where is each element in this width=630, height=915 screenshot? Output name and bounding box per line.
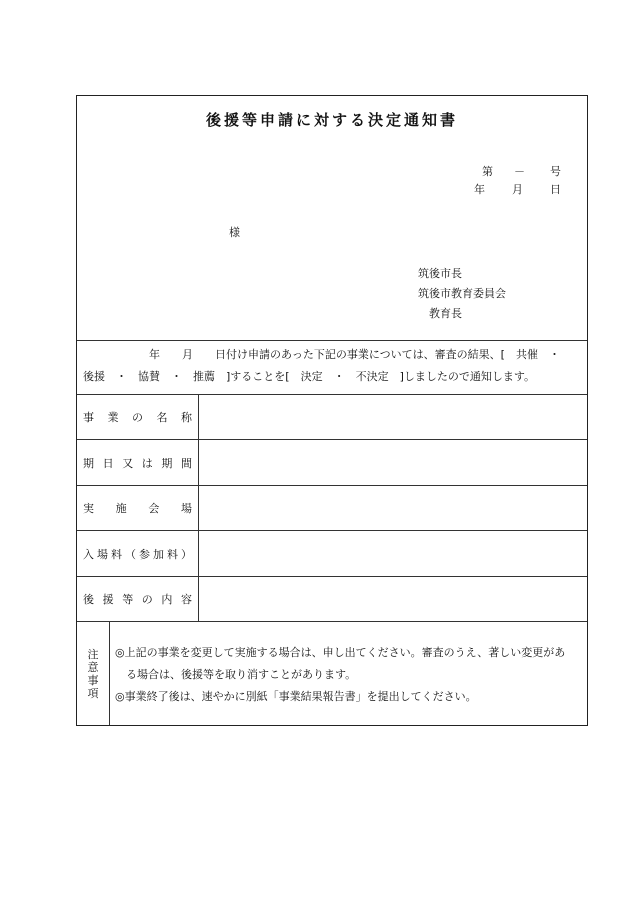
row-event-period bbox=[77, 440, 587, 486]
event-name-field[interactable] bbox=[199, 395, 587, 439]
notes-section bbox=[77, 622, 587, 725]
doc-date-month: 月 bbox=[512, 183, 523, 196]
issuer-superintendent: 教育長 bbox=[429, 307, 462, 320]
notice-line-1: 年 月 日付け申請のあった下記の事業については、審査の結果、[ 共催 ・ bbox=[83, 348, 560, 361]
form-header bbox=[77, 96, 587, 341]
row-label: 実 施 会 場 bbox=[77, 486, 199, 530]
row-admission-fee bbox=[77, 531, 587, 577]
row-venue bbox=[77, 486, 587, 531]
row-label: 入 場 料 （ 参 加 料 ） bbox=[77, 531, 199, 576]
doc-date-day: 日 bbox=[550, 183, 561, 196]
row-event-name bbox=[77, 395, 587, 440]
doc-number-dash: － bbox=[514, 165, 525, 178]
document-title: 後援等申請に対する決定通知書 bbox=[205, 111, 458, 129]
document-date bbox=[474, 181, 561, 199]
event-period-field[interactable] bbox=[199, 440, 587, 485]
doc-number-dai: 第 bbox=[482, 165, 493, 178]
notes-side-label: 注 意 事 項 bbox=[77, 622, 110, 725]
venue-field[interactable] bbox=[199, 486, 587, 530]
row-label: 事 業 の 名 称 bbox=[77, 395, 199, 439]
document-number-block bbox=[474, 163, 561, 199]
recipient-suffix: 様 bbox=[229, 226, 240, 239]
issuer-board: 筑後市教育委員会 bbox=[418, 287, 506, 300]
support-content-field[interactable] bbox=[199, 577, 587, 621]
row-label: 後 援 等 の 内 容 bbox=[77, 577, 199, 621]
note-item-2: ◎事業終了後は、速やかに別紙「事業結果報告書」を提出してください。 bbox=[115, 690, 477, 703]
note-item-1: ◎上記の事業を変更して実施する場合は、申し出てください。審査のうえ、著しい変更があ bbox=[115, 646, 566, 659]
doc-date-year: 年 bbox=[474, 183, 485, 196]
issuer-mayor: 筑後市長 bbox=[418, 267, 462, 280]
admission-fee-field[interactable] bbox=[199, 531, 587, 576]
notes-body bbox=[115, 642, 583, 708]
row-support-content bbox=[77, 577, 587, 622]
notice-line-2: 後援 ・ 協賛 ・ 推薦 ]することを[ 決定 ・ 不決定 ]しましたので通知します。 bbox=[83, 370, 535, 383]
doc-number-go: 号 bbox=[550, 165, 561, 178]
note-item-1-continued: る場合は、後援等を取り消すことがあります。 bbox=[126, 668, 357, 681]
document-number bbox=[474, 163, 561, 181]
notification-form bbox=[76, 95, 588, 726]
issuer-block bbox=[418, 264, 506, 324]
row-label: 期 日 又 は 期 間 bbox=[77, 440, 199, 485]
notice-text bbox=[77, 340, 587, 395]
